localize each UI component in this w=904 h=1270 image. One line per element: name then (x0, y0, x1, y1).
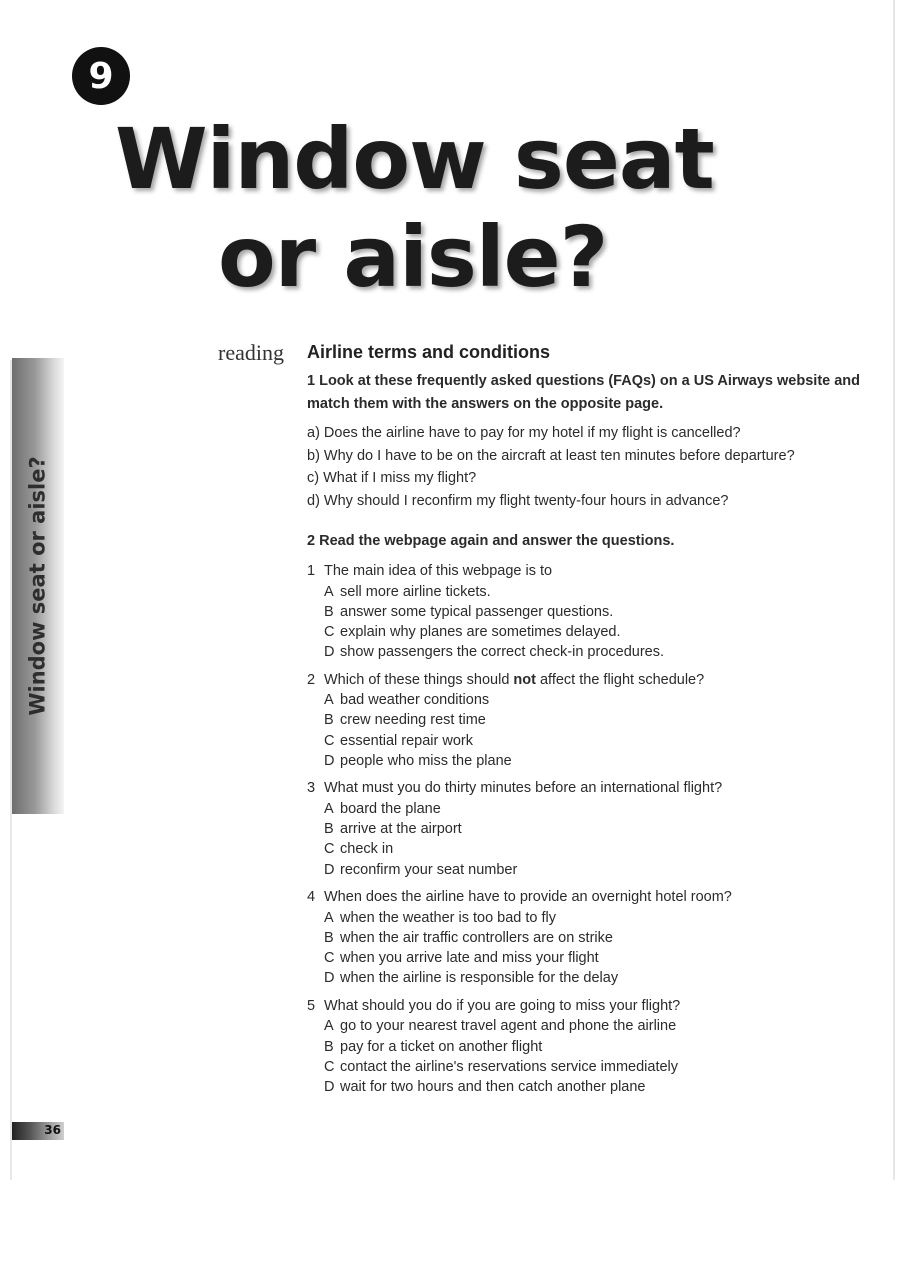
answer-options (307, 1016, 867, 1097)
option-text: go to your nearest travel agent and phone the airline (340, 1018, 677, 1035)
question-number: 4 (307, 889, 316, 906)
option-text: wait for two hours and then catch another plane (340, 1079, 646, 1096)
question-text-start: What should you do if you are going to miss your flight? (324, 997, 681, 1014)
option-text: check in (340, 841, 394, 858)
question-text (324, 778, 722, 799)
option-text: when the air traffic controllers are on strike (340, 929, 613, 946)
faq-item: a) Does the airline have to pay for my hotel if my flight is cancelled? (307, 425, 741, 441)
exercise-2-instruction: 2 Read the webpage again and answer the questions. (307, 533, 675, 549)
question-item (307, 561, 867, 663)
option-text: bad weather conditions (340, 692, 490, 709)
answer-option (324, 751, 867, 771)
option-letter: D (324, 970, 335, 987)
section-label: reading (218, 340, 284, 365)
answer-option (324, 799, 867, 819)
unit-number-badge (72, 47, 130, 105)
question-text-start: Which of these things should (324, 671, 514, 688)
option-letter: A (324, 800, 334, 817)
option-text: contact the airline's reservations service immediately (340, 1058, 679, 1075)
question-number: 1 (307, 563, 316, 579)
answer-option (324, 1037, 867, 1057)
title-line-2: or aisle? (218, 208, 608, 306)
answer-option (324, 622, 867, 642)
page-number-tab (12, 1122, 64, 1140)
option-letter: B (324, 603, 334, 620)
question-stem (307, 996, 867, 1017)
question-number: 2 (307, 671, 316, 688)
answer-option (324, 948, 867, 968)
question-item (307, 887, 867, 989)
option-text: sell more airline tickets. (340, 583, 491, 600)
option-text: answer some typical passenger questions. (340, 603, 614, 620)
question-stem (307, 778, 867, 799)
exercise-content (307, 370, 867, 1104)
option-letter: B (324, 821, 334, 838)
question-text (324, 887, 732, 908)
question-number: 3 (307, 780, 316, 797)
exercise-1-instruction: 1 Look at these frequently asked questions (FAQs) on a US Airways website and match them with the answers on the opposite page. (307, 373, 861, 412)
question-list (307, 561, 867, 1097)
answer-option (324, 928, 867, 948)
question-text (324, 670, 704, 691)
option-letter: A (324, 909, 334, 926)
faq-item: c) What if I miss my flight? (307, 470, 477, 486)
option-text: reconfirm your seat number (340, 861, 518, 878)
question-item (307, 996, 867, 1098)
title-line-1: Window seat (115, 110, 714, 208)
option-letter: A (324, 692, 334, 709)
option-letter: A (324, 583, 334, 600)
question-text (324, 561, 552, 582)
section-title: Airline terms and conditions (307, 342, 551, 362)
answer-option (324, 710, 867, 730)
option-text: board the plane (340, 800, 441, 817)
question-stem (307, 670, 867, 691)
answer-options (307, 582, 867, 663)
option-letter: D (324, 1079, 335, 1096)
answer-option (324, 642, 867, 662)
answer-option (324, 1016, 867, 1036)
faq-list (307, 422, 867, 512)
page-edge (893, 0, 895, 1180)
option-text: crew needing rest time (340, 712, 486, 729)
option-letter: D (324, 644, 335, 661)
question-number: 5 (307, 997, 316, 1014)
page-number: 36 (44, 1123, 61, 1137)
answer-option (324, 1077, 867, 1097)
option-letter: B (324, 929, 334, 946)
option-letter: C (324, 950, 335, 967)
option-letter: C (324, 732, 335, 749)
answer-options (307, 690, 867, 771)
option-letter: C (324, 624, 335, 641)
answer-option (324, 839, 867, 859)
question-item (307, 778, 867, 880)
faq-item: b) Why do I have to be on the aircraft at least ten minutes before departure? (307, 447, 795, 464)
faq-item: d) Why should I reconfirm my flight twenty-four hours in advance? (307, 492, 729, 509)
option-text: arrive at the airport (340, 821, 462, 838)
option-letter: C (324, 1058, 335, 1075)
question-text-emphasis: not (513, 671, 536, 688)
question-text-end: affect the flight schedule? (535, 671, 705, 688)
side-tab-label-wrap (12, 358, 64, 814)
option-letter: A (324, 1018, 334, 1035)
option-text: when the airline is responsible for the delay (340, 970, 619, 987)
answer-option (324, 819, 867, 839)
answer-options (307, 799, 867, 880)
option-letter: D (324, 861, 335, 878)
option-text: people who miss the plane (340, 753, 512, 770)
option-letter: C (324, 841, 335, 858)
answer-option (324, 582, 867, 602)
question-stem (307, 887, 867, 908)
option-text: when the weather is too bad to fly (340, 909, 557, 926)
question-text (324, 996, 680, 1017)
option-text: explain why planes are sometimes delayed. (340, 624, 621, 641)
option-text: essential repair work (340, 732, 473, 749)
question-text-start: What must you do thirty minutes before an international flight? (324, 780, 723, 797)
option-text: pay for a ticket on another flight (340, 1038, 543, 1055)
option-letter: B (324, 712, 334, 729)
question-text-start: The main idea of this webpage is to (324, 563, 553, 579)
option-text: show passengers the correct check-in procedures. (340, 644, 664, 661)
answer-option (324, 908, 867, 928)
answer-option (324, 968, 867, 988)
answer-option (324, 690, 867, 710)
answer-option (324, 602, 867, 622)
answer-option (324, 731, 867, 751)
option-letter: D (324, 753, 335, 770)
answer-options (307, 908, 867, 989)
question-item (307, 670, 867, 772)
option-text: when you arrive late and miss your flight (340, 950, 599, 967)
option-letter: B (324, 1038, 334, 1055)
side-tab-label: Window seat or aisle? (26, 456, 50, 716)
answer-option (324, 860, 867, 880)
question-stem (307, 561, 867, 582)
question-text-start: When does the airline have to provide an overnight hotel room? (324, 889, 732, 906)
unit-number: 9 (88, 55, 114, 97)
answer-option (324, 1057, 867, 1077)
page-title (0, 110, 760, 306)
